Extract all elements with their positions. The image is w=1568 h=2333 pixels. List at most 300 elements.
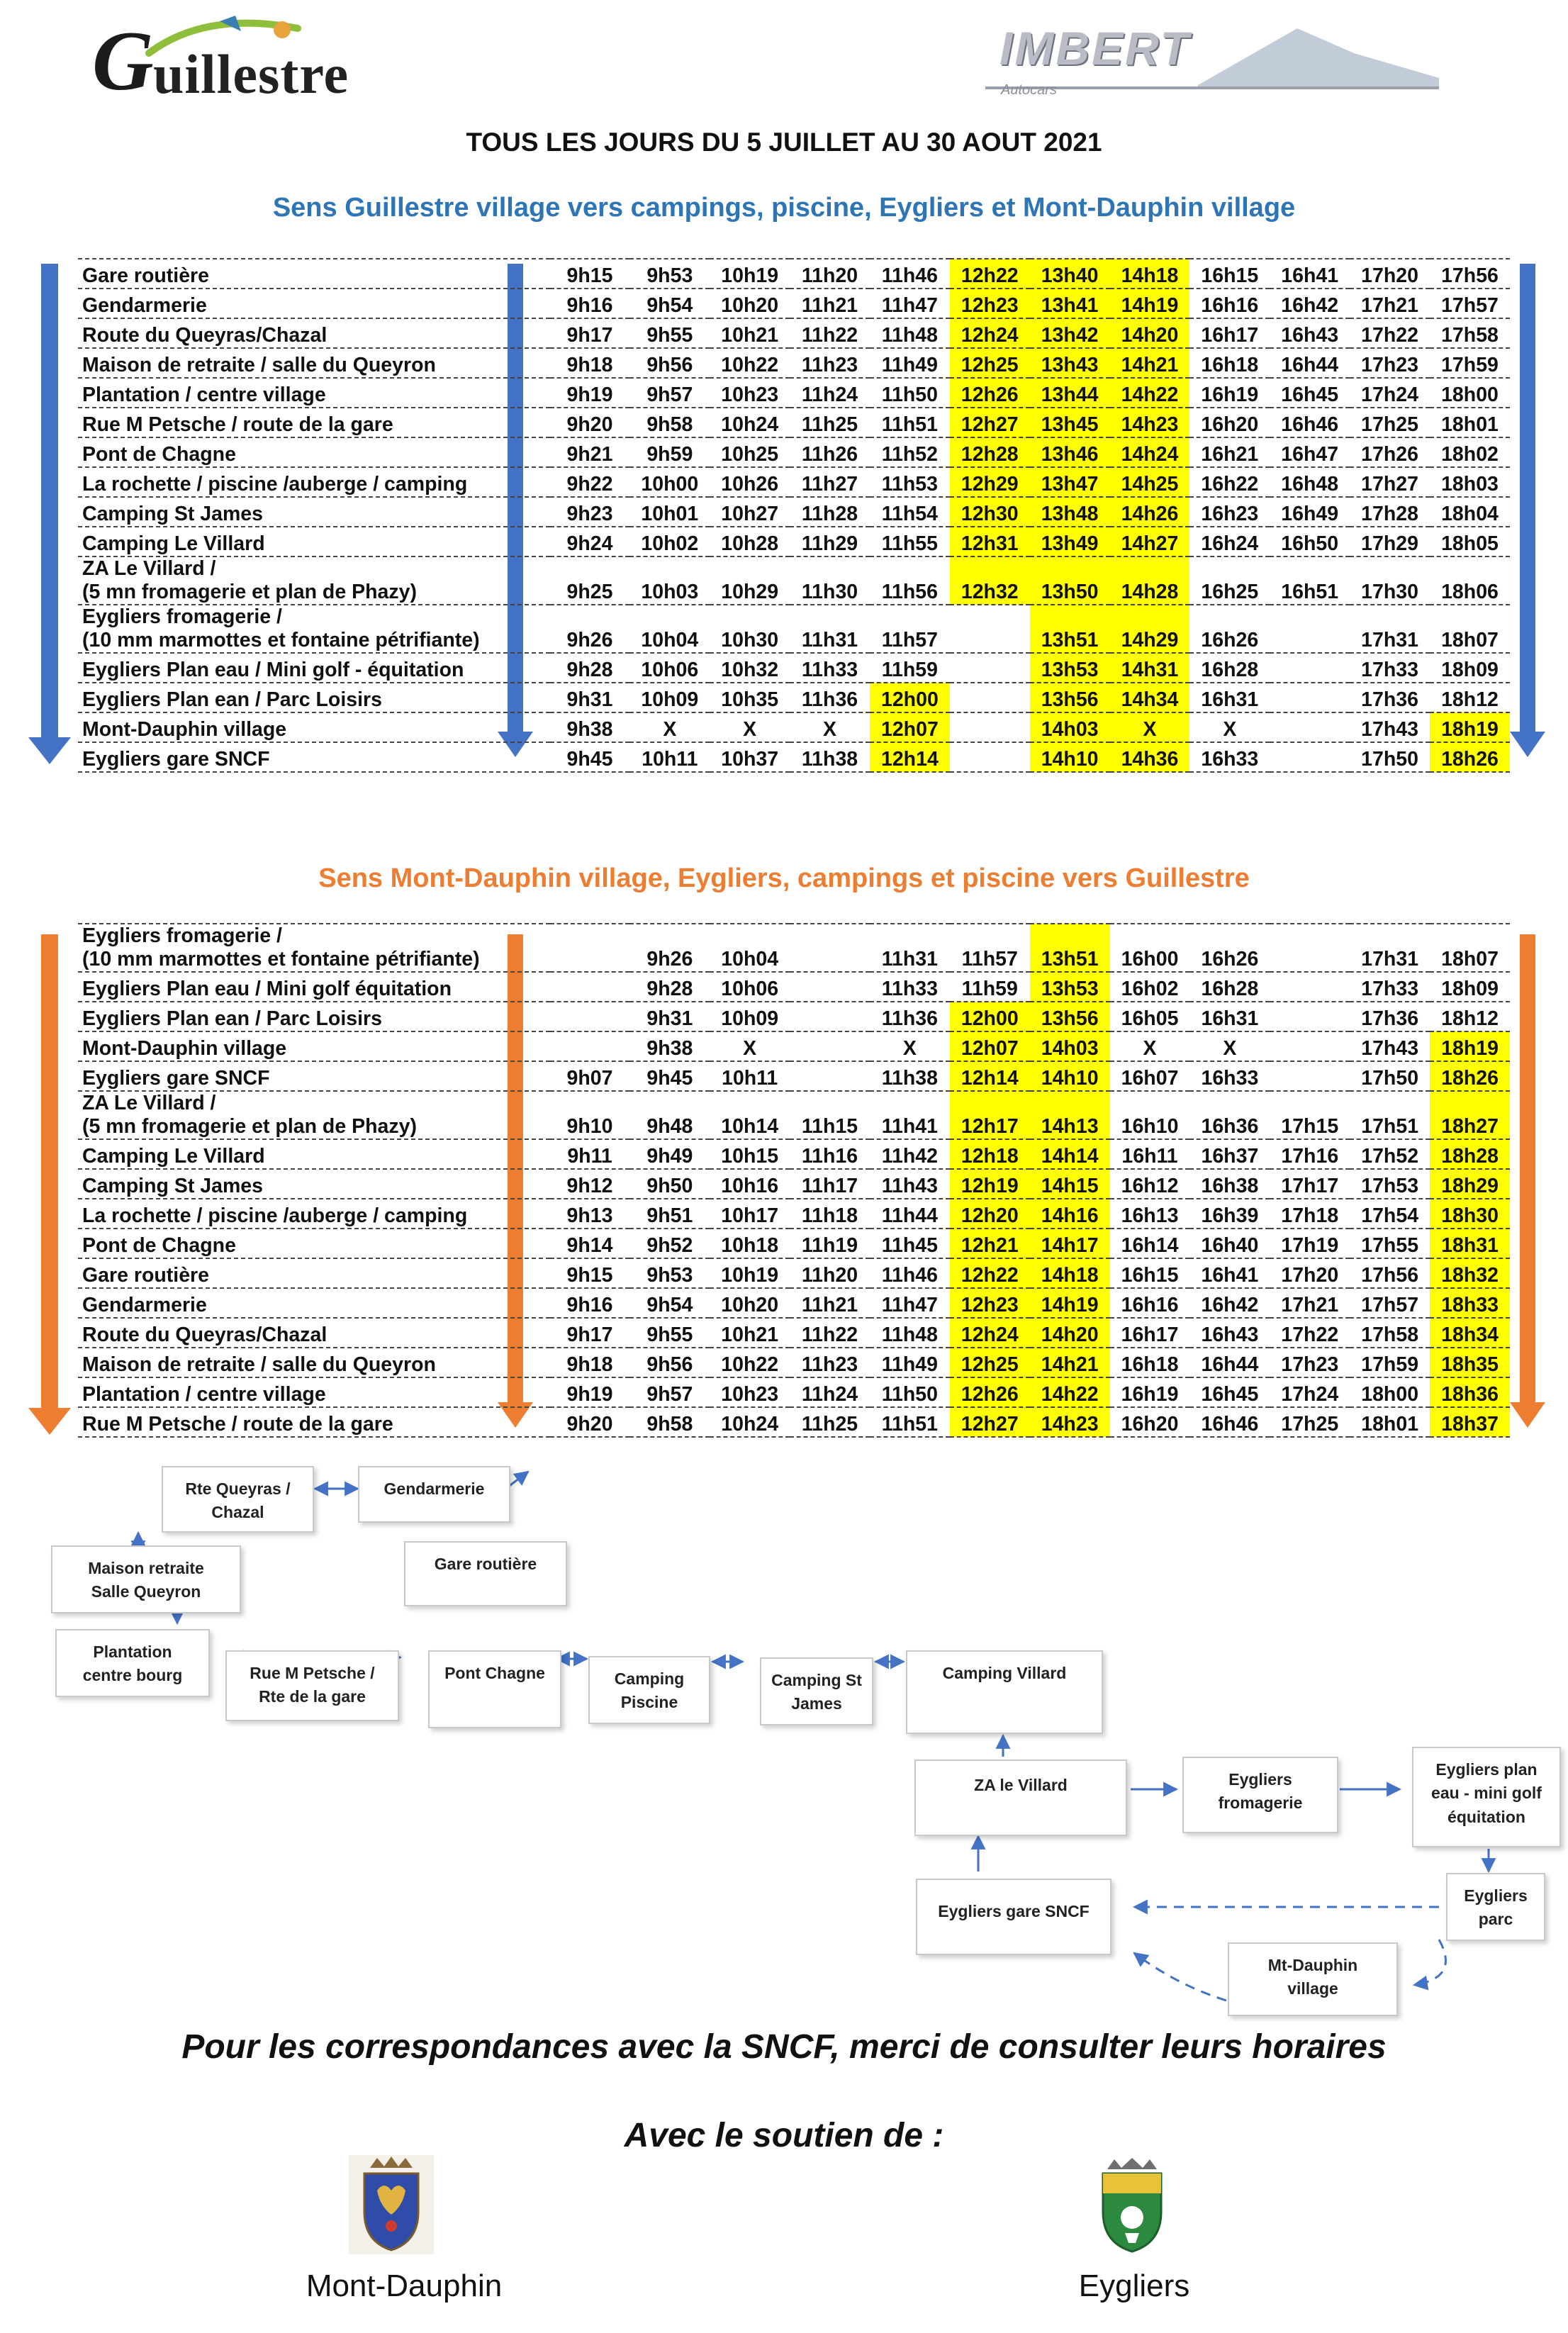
return-time-cell: 16h10 (1110, 1091, 1190, 1139)
return-time-cell: 9h53 (629, 1258, 710, 1288)
outbound-time-cell: 16h46 (1270, 408, 1350, 437)
return-time-cell: 9h15 (550, 1258, 630, 1288)
return-time-cell: 17h17 (1270, 1169, 1350, 1199)
return-time-cell: 17h36 (1350, 1002, 1430, 1031)
period-headline: TOUS LES JOURS DU 5 JUILLET AU 30 AOUT 2021 (466, 128, 1102, 157)
node-eygliers-gare: Eygliers gare SNCF (916, 1879, 1111, 1955)
return-time-cell: 9h58 (629, 1407, 710, 1437)
return-time-cell: 16h38 (1189, 1169, 1270, 1199)
return-time-cell: 11h57 (950, 924, 1030, 972)
return-time-cell: 18h27 (1430, 1091, 1510, 1139)
return-time-cell: 11h48 (870, 1318, 950, 1348)
return-stop-line: Mont-Dauphin village (82, 1037, 287, 1060)
outbound-time-cell: 18h02 (1430, 437, 1510, 467)
outbound-time-cell: 11h48 (870, 318, 950, 348)
outbound-time-cell: 17h57 (1430, 289, 1510, 318)
outbound-time-cell: X (1189, 712, 1270, 742)
outbound-time-cell: 13h46 (1030, 437, 1110, 467)
return-time-cell: 12h00 (950, 1002, 1030, 1031)
outbound-time-cell: 14h18 (1110, 259, 1190, 289)
return-time-cell: 10h14 (710, 1091, 790, 1139)
outbound-time-cell: 11h23 (790, 348, 870, 378)
return-time-cell: 14h14 (1030, 1139, 1110, 1169)
outbound-time-cell: 9h53 (629, 259, 710, 289)
node-eygliers-plan-eau: Eygliers plan eau - mini golf équitation (1412, 1747, 1561, 1847)
return-time-cell: 16h43 (1189, 1318, 1270, 1348)
outbound-time-cell: 13h45 (1030, 408, 1110, 437)
return-time-cell: 13h51 (1030, 924, 1110, 972)
return-time-cell: 16h44 (1189, 1348, 1270, 1377)
outbound-stop-line: Gendarmerie (82, 294, 207, 317)
outbound-time-cell: 17h23 (1350, 348, 1430, 378)
return-time-cell: 16h46 (1189, 1407, 1270, 1437)
outbound-time-cell: 10h19 (710, 259, 790, 289)
outbound-time-cell: 17h28 (1350, 497, 1430, 527)
return-time-cell: 12h20 (950, 1199, 1030, 1229)
return-time-cell: 18h36 (1430, 1377, 1510, 1407)
return-stop-line: Eygliers fromagerie / (82, 924, 282, 947)
return-stop-line: La rochette / piscine /auberge / camping (82, 1204, 468, 1227)
outbound-time-cell: 18h09 (1430, 653, 1510, 683)
return-time-cell: 12h24 (950, 1318, 1030, 1348)
outbound-time-cell: 17h24 (1350, 378, 1430, 408)
outbound-time-cell: 10h21 (710, 318, 790, 348)
return-stop-line: Route du Queyras/Chazal (82, 1324, 327, 1346)
return-time-cell: 17h53 (1350, 1169, 1430, 1199)
outbound-time-cell: 14h23 (1110, 408, 1190, 437)
outbound-time-cell: 16h41 (1270, 259, 1350, 289)
return-time-cell: 16h16 (1110, 1288, 1190, 1318)
return-time-cell: 11h46 (870, 1258, 950, 1288)
outbound-time-cell: 9h55 (629, 318, 710, 348)
return-time-cell: 14h17 (1030, 1229, 1110, 1258)
outbound-time-cell: 14h24 (1110, 437, 1190, 467)
outbound-time-cell: 12h29 (950, 467, 1030, 497)
return-time-cell: 9h54 (629, 1288, 710, 1318)
outbound-time-cell: 16h28 (1189, 653, 1270, 683)
imbert-logo-subtitle: Autocars (1001, 82, 1057, 98)
outbound-time-cell: 17h25 (1350, 408, 1430, 437)
return-time-cell: 18h26 (1430, 1061, 1510, 1091)
return-time-cell: 9h50 (629, 1169, 710, 1199)
outbound-time-cell: 9h58 (629, 408, 710, 437)
return-time-cell: 11h41 (870, 1091, 950, 1139)
node-gare-routiere: Gare routière (404, 1541, 567, 1606)
outbound-stop-line: Camping St James (82, 503, 263, 525)
outbound-time-cell: 14h20 (1110, 318, 1190, 348)
node-pont-chagne: Pont Chagne (428, 1650, 561, 1728)
outbound-time-cell: 11h36 (790, 683, 870, 712)
outbound-time-cell: 11h46 (870, 259, 950, 289)
outbound-time-cell: 11h49 (870, 348, 950, 378)
return-stop-line: Rue M Petsche / route de la gare (82, 1413, 393, 1436)
outbound-time-cell: 16h50 (1270, 527, 1350, 556)
return-time-cell: 16h14 (1110, 1229, 1190, 1258)
node-plantation: Plantation centre bourg (55, 1629, 210, 1697)
outbound-time-cell: 17h50 (1350, 742, 1430, 772)
return-time-cell: 11h22 (790, 1318, 870, 1348)
node-rte-queyras: Rte Queyras / Chazal (162, 1466, 314, 1533)
outbound-time-cell: 11h57 (870, 605, 950, 653)
return-time-cell: 11h43 (870, 1169, 950, 1199)
outbound-time-cell: 9h28 (550, 653, 630, 683)
return-time-cell: 9h18 (550, 1348, 630, 1377)
outbound-time-cell: 11h31 (790, 605, 870, 653)
return-title: Sens Mont-Dauphin village, Eygliers, campings et piscine vers Guillestre (318, 863, 1250, 893)
return-time-cell: 17h50 (1350, 1061, 1430, 1091)
return-stop-line: Pont de Chagne (82, 1234, 236, 1257)
outbound-time-cell: 11h47 (870, 289, 950, 318)
return-time-cell: 10h22 (710, 1348, 790, 1377)
return-time-cell: 14h10 (1030, 1061, 1110, 1091)
outbound-stop-line: (5 mn fromagerie et plan de Phazy) (82, 581, 417, 603)
outbound-time-cell: 10h09 (629, 683, 710, 712)
outbound-time-cell: 10h11 (629, 742, 710, 772)
outbound-time-cell: 12h00 (870, 683, 950, 712)
return-time-cell: 16h41 (1189, 1258, 1270, 1288)
outbound-time-cell: 16h18 (1189, 348, 1270, 378)
outbound-time-cell: 17h36 (1350, 683, 1430, 712)
return-time-cell: 16h45 (1189, 1377, 1270, 1407)
outbound-time-cell: X (629, 712, 710, 742)
return-time-cell: 9h20 (550, 1407, 630, 1437)
return-time-cell: 18h34 (1430, 1318, 1510, 1348)
return-time-cell: 10h15 (710, 1139, 790, 1169)
outbound-time-cell: 14h27 (1110, 527, 1190, 556)
outbound-time-cell: 18h01 (1430, 408, 1510, 437)
outbound-time-cell: 14h03 (1030, 712, 1110, 742)
outbound-time-cell: 9h17 (550, 318, 630, 348)
outbound-time-cell: 14h10 (1030, 742, 1110, 772)
outbound-time-cell: 11h20 (790, 259, 870, 289)
return-time-cell: 11h50 (870, 1377, 950, 1407)
node-camping-st-james: Camping St James (760, 1657, 873, 1725)
return-time-cell: 13h53 (1030, 972, 1110, 1002)
outbound-time-cell: 14h28 (1110, 556, 1190, 605)
return-time-cell: 17h33 (1350, 972, 1430, 1002)
return-time-cell: 16h36 (1189, 1091, 1270, 1139)
return-time-cell: 9h16 (550, 1288, 630, 1318)
return-time-cell: 11h18 (790, 1199, 870, 1229)
node-gendarmerie: Gendarmerie (358, 1466, 510, 1523)
outbound-time-cell: 11h27 (790, 467, 870, 497)
return-time-cell: 16h11 (1110, 1139, 1190, 1169)
return-time-cell: 16h17 (1110, 1318, 1190, 1348)
return-time-cell: 18h32 (1430, 1258, 1510, 1288)
outbound-time-cell: 17h27 (1350, 467, 1430, 497)
outbound-time-cell: 13h50 (1030, 556, 1110, 605)
return-time-cell: 9h13 (550, 1199, 630, 1229)
return-time-cell: 9h45 (629, 1061, 710, 1091)
return-time-cell: 16h18 (1110, 1348, 1190, 1377)
outbound-time-cell: 12h27 (950, 408, 1030, 437)
return-time-cell: 18h19 (1430, 1031, 1510, 1061)
outbound-stop-line: Pont de Chagne (82, 443, 236, 466)
outbound-time-cell: 11h28 (790, 497, 870, 527)
return-time-cell: 9h55 (629, 1318, 710, 1348)
outbound-time-cell: 9h19 (550, 378, 630, 408)
partner-mont-dauphin: Mont-Dauphin (306, 2268, 503, 2303)
return-time-cell: 11h20 (790, 1258, 870, 1288)
return-time-cell: 18h07 (1430, 924, 1510, 972)
return-time-cell: 16h02 (1110, 972, 1190, 1002)
outbound-time-cell: 10h27 (710, 497, 790, 527)
return-time-cell: 16h15 (1110, 1258, 1190, 1288)
outbound-time-cell: 17h21 (1350, 289, 1430, 318)
return-time-cell: 12h19 (950, 1169, 1030, 1199)
outbound-time-cell: 10h30 (710, 605, 790, 653)
outbound-time-cell: 18h04 (1430, 497, 1510, 527)
outbound-time-cell: 10h24 (710, 408, 790, 437)
outbound-stop-line: Gare routière (82, 264, 209, 287)
return-time-cell: 17h59 (1350, 1348, 1430, 1377)
outbound-time-cell: 10h26 (710, 467, 790, 497)
return-time-cell: 17h52 (1350, 1139, 1430, 1169)
outbound-time-cell: 13h44 (1030, 378, 1110, 408)
return-time-cell: 17h58 (1350, 1318, 1430, 1348)
outbound-time-cell: 16h23 (1189, 497, 1270, 527)
return-time-cell: 13h56 (1030, 1002, 1110, 1031)
return-stop-line: Eygliers Plan eau / Mini golf équitation (82, 978, 452, 1000)
outbound-time-cell: 16h47 (1270, 437, 1350, 467)
return-stop-line: Plantation / centre village (82, 1383, 326, 1406)
outbound-time-cell: 17h43 (1350, 712, 1430, 742)
outbound-title: Sens Guillestre village vers campings, piscine, Eygliers et Mont-Dauphin village (272, 193, 1296, 223)
return-time-cell: X (1189, 1031, 1270, 1061)
return-time-cell: 14h23 (1030, 1407, 1110, 1437)
outbound-time-cell: X (710, 712, 790, 742)
return-time-cell: 11h17 (790, 1169, 870, 1199)
outbound-stop-line: (10 mm marmottes et fontaine pétrifiante) (82, 629, 480, 651)
outbound-time-cell: 14h31 (1110, 653, 1190, 683)
outbound-time-cell: 11h21 (790, 289, 870, 318)
return-time-cell: 18h12 (1430, 1002, 1510, 1031)
outbound-time-cell: 13h51 (1030, 605, 1110, 653)
return-time-cell: 9h57 (629, 1377, 710, 1407)
outbound-time-cell: 17h31 (1350, 605, 1430, 653)
return-time-cell: 9h10 (550, 1091, 630, 1139)
outbound-time-cell: 13h43 (1030, 348, 1110, 378)
return-time-cell: 17h19 (1270, 1229, 1350, 1258)
outbound-time-cell: 16h43 (1270, 318, 1350, 348)
outbound-time-cell: 13h49 (1030, 527, 1110, 556)
return-time-cell: 12h26 (950, 1377, 1030, 1407)
imbert-logo-text: IMBERT (999, 22, 1191, 74)
outbound-time-cell: 9h59 (629, 437, 710, 467)
outbound-time-cell: 17h58 (1430, 318, 1510, 348)
return-time-cell: 17h22 (1270, 1318, 1350, 1348)
outbound-time-cell: 9h20 (550, 408, 630, 437)
outbound-time-cell: 10h01 (629, 497, 710, 527)
return-stop-line: Maison de retraite / salle du Queyron (82, 1353, 436, 1376)
outbound-time-cell: 17h29 (1350, 527, 1430, 556)
outbound-time-cell: 11h25 (790, 408, 870, 437)
outbound-time-cell: 16h19 (1189, 378, 1270, 408)
outbound-time-cell: 16h33 (1189, 742, 1270, 772)
return-time-cell: 17h24 (1270, 1377, 1350, 1407)
return-time-cell: 11h16 (790, 1139, 870, 1169)
outbound-time-cell: 18h03 (1430, 467, 1510, 497)
outbound-time-cell: 14h29 (1110, 605, 1190, 653)
outbound-time-cell: 16h20 (1189, 408, 1270, 437)
outbound-time-cell: 10h04 (629, 605, 710, 653)
outbound-time-cell: 9h15 (550, 259, 630, 289)
node-za-villard: ZA le Villard (914, 1759, 1127, 1836)
return-time-cell: 18h30 (1430, 1199, 1510, 1229)
return-time-cell: 11h19 (790, 1229, 870, 1258)
outbound-time-cell: 11h24 (790, 378, 870, 408)
return-time-cell: 16h20 (1110, 1407, 1190, 1437)
outbound-time-cell: 14h22 (1110, 378, 1190, 408)
outbound-time-cell: 11h54 (870, 497, 950, 527)
return-time-cell: 16h12 (1110, 1169, 1190, 1199)
outbound-time-cell: 16h16 (1189, 289, 1270, 318)
return-time-cell: 9h31 (629, 1002, 710, 1031)
outbound-time-cell: 13h53 (1030, 653, 1110, 683)
return-time-cell: 11h24 (790, 1377, 870, 1407)
outbound-time-cell: 11h59 (870, 653, 950, 683)
outbound-time-cell: 11h33 (790, 653, 870, 683)
outbound-time-cell: 16h42 (1270, 289, 1350, 318)
outbound-time-cell: 12h30 (950, 497, 1030, 527)
outbound-time-cell: 10h22 (710, 348, 790, 378)
return-time-cell: 18h29 (1430, 1169, 1510, 1199)
outbound-time-cell: X (790, 712, 870, 742)
outbound-time-cell: 11h53 (870, 467, 950, 497)
return-time-cell: 16h40 (1189, 1229, 1270, 1258)
outbound-time-cell: 12h32 (950, 556, 1030, 605)
outbound-time-cell: 9h16 (550, 289, 630, 318)
return-time-cell: 14h20 (1030, 1318, 1110, 1348)
return-time-cell: 11h47 (870, 1288, 950, 1318)
outbound-time-cell: 9h26 (550, 605, 630, 653)
return-time-cell: 11h59 (950, 972, 1030, 1002)
guillestre-logo-text: uillestre (153, 43, 349, 105)
outbound-time-cell: 9h57 (629, 378, 710, 408)
return-time-cell: 11h44 (870, 1199, 950, 1229)
outbound-time-cell: 12h26 (950, 378, 1030, 408)
node-eygliers-parc: Eygliers parc (1446, 1873, 1545, 1941)
outbound-stop-line: Mont-Dauphin village (82, 718, 287, 741)
return-stop-line: Camping St James (82, 1175, 263, 1197)
outbound-time-cell: X (1110, 712, 1190, 742)
outbound-time-cell: 10h25 (710, 437, 790, 467)
node-maison-retraite: Maison retraite Salle Queyron (51, 1545, 241, 1613)
return-time-cell: 17h55 (1350, 1229, 1430, 1258)
outbound-time-cell: 13h42 (1030, 318, 1110, 348)
return-time-cell: 17h15 (1270, 1091, 1350, 1139)
return-time-cell: 16h39 (1189, 1199, 1270, 1229)
return-time-cell: 16h13 (1110, 1199, 1190, 1229)
return-stop-line: Eygliers Plan ean / Parc Loisirs (82, 1007, 382, 1030)
outbound-stop-line: Eygliers gare SNCF (82, 748, 270, 771)
return-time-cell: 14h19 (1030, 1288, 1110, 1318)
partner-eygliers: Eygliers (1078, 2268, 1190, 2303)
outbound-time-cell: 14h36 (1110, 742, 1190, 772)
return-time-cell: 12h21 (950, 1229, 1030, 1258)
outbound-time-cell: 11h30 (790, 556, 870, 605)
return-time-cell: 10h18 (710, 1229, 790, 1258)
return-time-cell: 18h31 (1430, 1229, 1510, 1258)
outbound-time-cell: 17h26 (1350, 437, 1430, 467)
node-camping-piscine: Camping Piscine (588, 1656, 710, 1724)
outbound-time-cell: 14h26 (1110, 497, 1190, 527)
outbound-time-cell: 17h56 (1430, 259, 1510, 289)
return-time-cell: 11h33 (870, 972, 950, 1002)
return-time-cell: 12h27 (950, 1407, 1030, 1437)
return-time-cell: 10h16 (710, 1169, 790, 1199)
sncf-note: Pour les correspondances avec la SNCF, merci de consulter leurs horaires (181, 2028, 1387, 2066)
return-time-cell: X (710, 1031, 790, 1061)
outbound-time-cell: 9h31 (550, 683, 630, 712)
return-stop-line: Gendarmerie (82, 1294, 207, 1316)
outbound-time-cell: 12h22 (950, 259, 1030, 289)
outbound-time-cell: 9h54 (629, 289, 710, 318)
outbound-time-cell: 17h59 (1430, 348, 1510, 378)
outbound-time-cell: 9h38 (550, 712, 630, 742)
outbound-time-cell: 11h29 (790, 527, 870, 556)
outbound-time-cell: 13h48 (1030, 497, 1110, 527)
node-eygliers-fromagerie: Eygliers fromagerie (1182, 1757, 1338, 1833)
return-time-cell: 9h28 (629, 972, 710, 1002)
outbound-time-cell: 17h20 (1350, 259, 1430, 289)
return-time-cell: 18h09 (1430, 972, 1510, 1002)
outbound-time-cell: 18h00 (1430, 378, 1510, 408)
return-time-cell: 11h42 (870, 1139, 950, 1169)
return-time-cell: X (1110, 1031, 1190, 1061)
outbound-stop-line: Camping Le Villard (82, 532, 265, 555)
return-time-cell: 16h05 (1110, 1002, 1190, 1031)
return-time-cell: 14h22 (1030, 1377, 1110, 1407)
outbound-time-cell: 13h40 (1030, 259, 1110, 289)
return-time-cell: 10h06 (710, 972, 790, 1002)
return-time-cell: 16h19 (1110, 1377, 1190, 1407)
return-time-cell: 9h38 (629, 1031, 710, 1061)
return-time-cell: 16h33 (1189, 1061, 1270, 1091)
outbound-time-cell: 18h12 (1430, 683, 1510, 712)
outbound-time-cell: 10h35 (710, 683, 790, 712)
outbound-stop-line: ZA Le Villard / (82, 557, 216, 580)
return-time-cell: 14h03 (1030, 1031, 1110, 1061)
outbound-time-cell: 18h05 (1430, 527, 1510, 556)
outbound-time-cell: 11h22 (790, 318, 870, 348)
outbound-time-cell: 16h22 (1189, 467, 1270, 497)
node-rue-petsche: Rue M Petsche / Rte de la gare (225, 1650, 399, 1721)
return-time-cell: 10h17 (710, 1199, 790, 1229)
outbound-stop-line: La rochette / piscine /auberge / camping (82, 473, 468, 496)
return-time-cell: 16h00 (1110, 924, 1190, 972)
outbound-stop-line: Route du Queyras/Chazal (82, 324, 327, 347)
return-time-cell: 14h18 (1030, 1258, 1110, 1288)
return-time-cell: 18h33 (1430, 1288, 1510, 1318)
return-time-cell: 9h26 (629, 924, 710, 972)
return-time-cell: 11h21 (790, 1288, 870, 1318)
return-time-cell: 11h45 (870, 1229, 950, 1258)
outbound-time-cell: 18h07 (1430, 605, 1510, 653)
return-time-cell: 9h17 (550, 1318, 630, 1348)
outbound-time-cell: 12h23 (950, 289, 1030, 318)
return-stop-line: ZA Le Villard / (82, 1092, 216, 1114)
return-time-cell: 9h11 (550, 1139, 630, 1169)
outbound-time-cell: 16h26 (1189, 605, 1270, 653)
return-time-cell: 18h01 (1350, 1407, 1430, 1437)
return-time-cell: 18h00 (1350, 1377, 1430, 1407)
return-stop-line: (5 mn fromagerie et plan de Phazy) (82, 1115, 417, 1138)
outbound-stop-line: Maison de retraite / salle du Queyron (82, 354, 436, 376)
return-time-cell: 10h20 (710, 1288, 790, 1318)
outbound-time-cell: 16h49 (1270, 497, 1350, 527)
return-stop-line: (10 mm marmottes et fontaine pétrifiante) (82, 948, 480, 970)
